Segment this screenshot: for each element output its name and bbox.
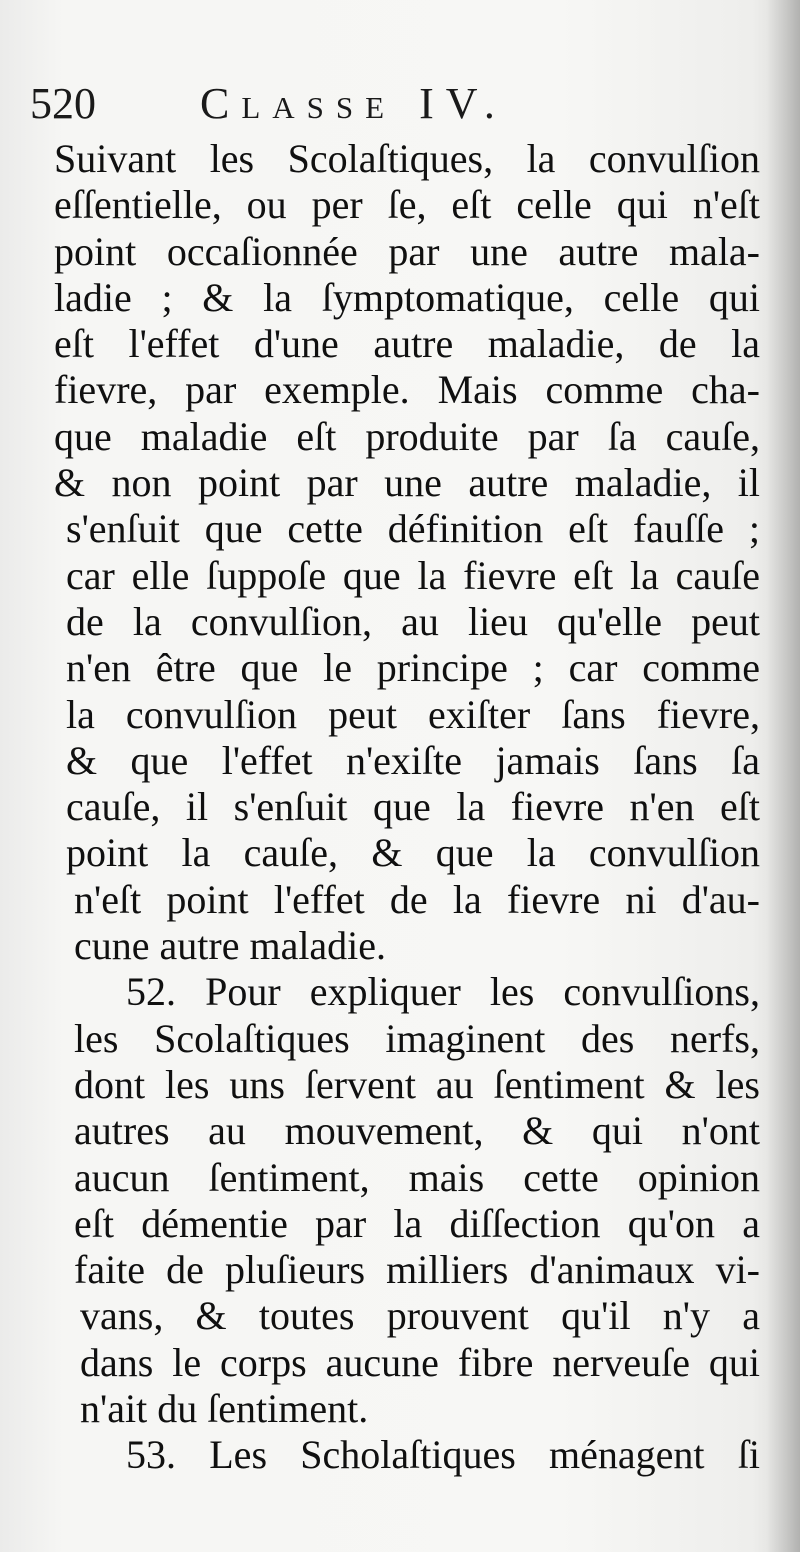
text-line: les Scolaſtiques imaginent des nerfs, bbox=[74, 1015, 760, 1061]
text-line: & non point par une autre maladie, il bbox=[54, 460, 760, 506]
text-line: dont les uns ſervent au ſentiment & les bbox=[74, 1061, 760, 1107]
text-line: & que l'effet n'exiſte jamais ſans ſa bbox=[66, 737, 760, 783]
text-line: car elle ſuppoſe que la fievre eſt la cauſe bbox=[66, 552, 760, 598]
text-line: eſt démentie par la diſſection qu'on a bbox=[74, 1200, 760, 1246]
text-line: 52. Pour expliquer les convulſions, bbox=[126, 969, 760, 1015]
text-line: s'enſuit que cette définition eſt fauſſe ; bbox=[66, 506, 760, 552]
text-line: faite de pluſieurs milliers d'animaux vi- bbox=[74, 1247, 760, 1293]
text-line: de la convulſion, au lieu qu'elle peut bbox=[66, 598, 760, 644]
text-line: dans le corps aucune fibre nerveuſe qui bbox=[80, 1339, 760, 1385]
text-line: point occaſionnée par une autre mala- bbox=[54, 228, 760, 274]
text-line: 53. Les Scholaſtiques ménagent ſi bbox=[126, 1432, 760, 1478]
text-line: que maladie eſt produite par ſa cauſe, bbox=[54, 413, 760, 459]
text-line: n'ait du ſentiment. bbox=[80, 1386, 369, 1432]
text-line: la convulſion peut exiſter ſans fievre, bbox=[66, 691, 760, 737]
running-head: Classe IV. bbox=[200, 79, 507, 128]
text-line: point la cauſe, & que la convulſion bbox=[66, 830, 760, 876]
text-line: eſt l'effet d'une autre maladie, de la bbox=[54, 321, 760, 367]
text-line: cauſe, il s'enſuit que la fievre n'en eſt bbox=[66, 784, 760, 830]
text-line: autres au mouvement, & qui n'ont bbox=[74, 1108, 760, 1154]
spine-shadow bbox=[766, 0, 800, 1552]
text-line: fievre, par exemple. Mais comme cha- bbox=[54, 367, 760, 413]
text-line: n'eſt point l'effet de la fievre ni d'au- bbox=[74, 876, 760, 922]
page-number: 520 bbox=[30, 79, 96, 128]
text-line: n'en être que le principe ; car comme bbox=[66, 645, 760, 691]
body-text bbox=[54, 136, 760, 1479]
text-line: cune autre maladie. bbox=[74, 923, 387, 969]
text-line: eſſentielle, ou per ſe, eſt celle qui n'eſt bbox=[54, 182, 760, 228]
text-line: ladie ; & la ſymptomatique, celle qui bbox=[54, 274, 760, 320]
text-line: Suivant les Scolaſtiques, la convulſion bbox=[54, 136, 760, 181]
page-header bbox=[30, 76, 750, 132]
text-line: aucun ſentiment, mais cette opinion bbox=[74, 1154, 760, 1200]
text-line: vans, & toutes prouvent qu'il n'y a bbox=[80, 1293, 760, 1339]
